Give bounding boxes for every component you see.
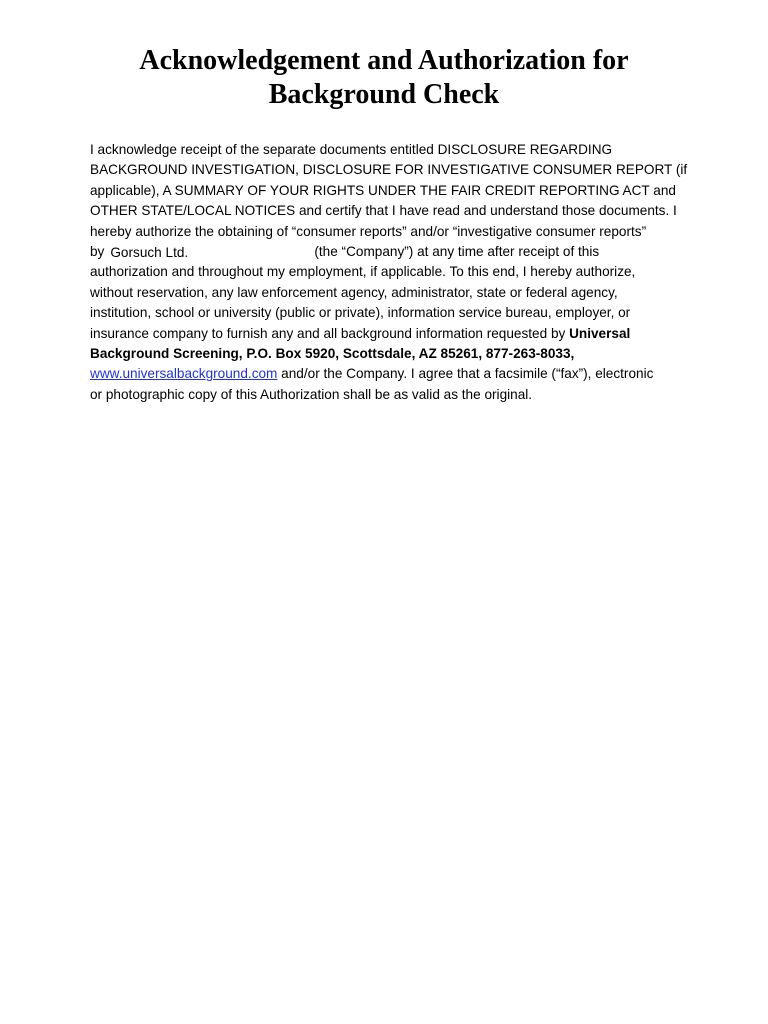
- requester-address-bold: Background Screening, P.O. Box 5920, Scottsdale, AZ 85261, 877-263-8033,: [90, 346, 575, 362]
- paragraph-line: [90, 324, 682, 344]
- universal-background-link[interactable]: www.universalbackground.com: [90, 366, 278, 382]
- document-title: [60, 44, 708, 112]
- authorization-paragraph: [90, 140, 688, 405]
- paragraph-line: institution, school or university (public or private), information service bureau, employer, or: [90, 305, 631, 321]
- paragraph-line: or photographic copy of this Authorization shall be as valid as the original.: [90, 386, 533, 402]
- paragraph-line: applicable), A SUMMARY OF YOUR RIGHTS UNDER THE FAIR CREDIT REPORTING ACT and: [90, 182, 676, 198]
- title-line-1: Acknowledgement and Authorization for: [139, 45, 629, 76]
- requester-name-bold: Universal: [569, 325, 631, 341]
- paragraph-line: without reservation, any law enforcement agency, administrator, state or federal agency,: [90, 284, 618, 300]
- paragraph-line: hereby authorize the obtaining of “consumer reports” and/or “investigative consumer reports”: [90, 223, 647, 239]
- paragraph-line: authorization and throughout my employment, if applicable. To this end, I hereby authorize,: [90, 264, 636, 280]
- company-suffix: (the “Company”) at any time after receipt of this: [314, 244, 600, 260]
- company-name-field[interactable]: Gorsuch Ltd.: [110, 245, 189, 261]
- paragraph-line-company: [90, 242, 682, 262]
- requester-prefix: insurance company to furnish any and all background information requested by: [90, 325, 566, 341]
- paragraph-line: BACKGROUND INVESTIGATION, DISCLOSURE FOR INVESTIGATIVE CONSUMER REPORT (if: [90, 162, 688, 178]
- paragraph-line: I acknowledge receipt of the separate documents entitled DISCLOSURE REGARDING: [90, 142, 613, 157]
- paragraph-line-link: [90, 364, 682, 384]
- link-suffix: and/or the Company. I agree that a facsimile (“fax”), electronic: [281, 366, 654, 382]
- by-label: by: [90, 244, 105, 260]
- title-line-2: Background Check: [268, 79, 500, 110]
- paragraph-line: OTHER STATE/LOCAL NOTICES and certify that I have read and understand those documents. I: [90, 203, 677, 219]
